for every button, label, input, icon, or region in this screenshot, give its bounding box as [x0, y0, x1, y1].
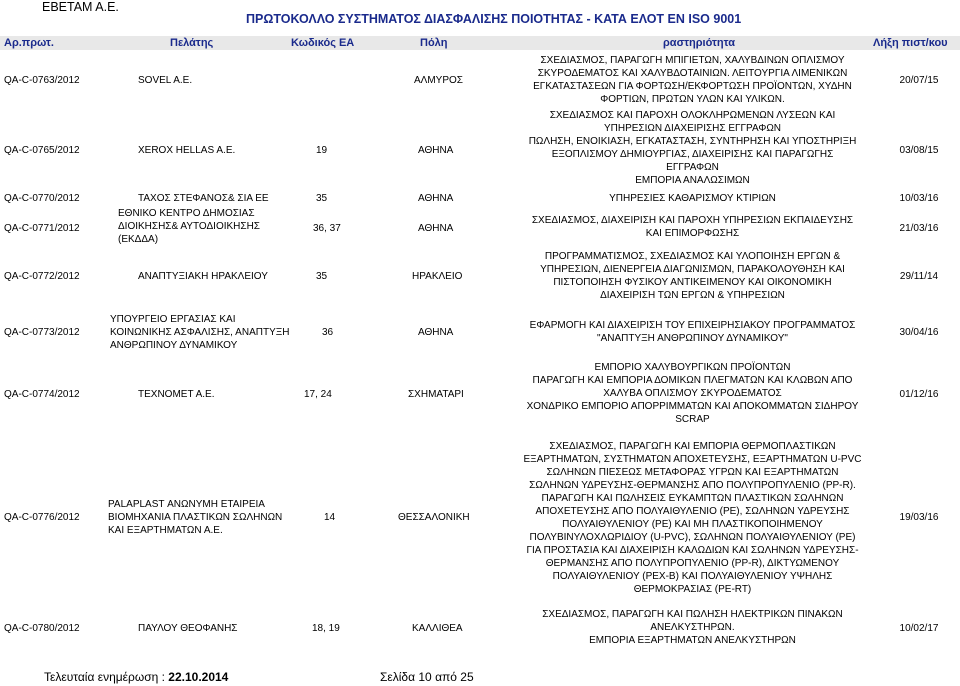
row-number: QA-C-0772/2012	[4, 271, 80, 282]
row-city: ΚΑΛΛΙΘΕΑ	[412, 623, 463, 634]
row-activity: ΣΧΕΔΙΑΣΜΟΣ ΚΑΙ ΠΑΡΟΧΗ ΟΛΟΚΛΗΡΩΜΕΝΩΝ ΛΥΣΕΩΝ ΚΑΙ ΥΠΗΡΕΣΙΩΝ ΔΙΑΧΕΙΡΙΣΗΣ ΕΓΓΡΑΦΩΝ ΠΩΛΗΣΗ, ΕΝΟΙΚΙΑΣΗ, ΕΓΚΑΤΑΣΤΑΣΗ, ΣΥΝΤΗΡΗΣΗ ΚΑΙ ΥΠΟΣΤΗΡΙΞΗ ΕΞΟΠΛΙΣΜΟΥ ΔΗΜΙΟΥΡΓΙΑΣ, ΔΙΑΧΕΙΡΙΣΗΣ ΚΑΙ ΠΑΡΑΓΩΓΗΣ ΕΓΓΡΑΦΩΝ ΕΜΠΟΡΙΑ ΑΝΑΛΩΣΙΜΩΝ	[528, 110, 857, 186]
row-activity: ΣΧΕΔΙΑΣΜΟΣ, ΔΙΑΧΕΙΡΙΣΗ ΚΑΙ ΠΑΡΟΧΗ ΥΠΗΡΕΣΙΩΝ ΕΚΠΑΙΔΕΥΣΗΣ ΚΑΙ ΕΠΙΜΟΡΦΩΣΗΣ	[531, 215, 854, 239]
row-activity: ΥΠΗΡΕΣΙΕΣ ΚΑΘΑΡΙΣΜΟΥ ΚΤΙΡΙΩΝ	[609, 193, 776, 204]
row-city: ΗΡΑΚΛΕΙΟ	[412, 271, 463, 282]
row-number: QA-C-0765/2012	[4, 145, 80, 156]
row-city: ΑΘΗΝΑ	[418, 223, 454, 234]
row-ea-code: 36, 37	[313, 223, 341, 234]
table-header-bar	[0, 36, 960, 50]
row-ea-code: 35	[316, 271, 328, 282]
row-client: ΤΕΧΝΟΜΕΤ Α.Ε.	[138, 389, 215, 400]
row-number: QA-C-0770/2012	[4, 193, 80, 204]
row-ea-code: 18, 19	[312, 623, 340, 634]
row-number: QA-C-0763/2012	[4, 75, 80, 86]
page-number: Σελίδα 10 από 25	[380, 670, 474, 684]
last-update-date: 22.10.2014	[168, 670, 229, 684]
row-ea-code: 19	[316, 145, 328, 156]
col-header-number: Αρ.πρωτ.	[4, 37, 54, 49]
row-expiry: 10/03/16	[899, 193, 939, 204]
row-city: ΑΛΜΥΡΟΣ	[414, 75, 463, 86]
row-activity: ΣΧΕΔΙΑΣΜΟΣ, ΠΑΡΑΓΩΓΗ ΚΑΙ ΕΜΠΟΡΙΑ ΘΕΡΜΟΠΛΑΣΤΙΚΩΝ ΕΞΑΡΤΗΜΑΤΩΝ, ΣΥΣΤΗΜΑΤΩΝ ΑΠΟΧΕΤΕΥΣΗΣ, ΕΞΑΡΤΗΜΑΤΩΝ U-PVC ΣΩΛΗΝΩΝ ΠΙΕΣΕΩΣ ΜΕΤΑΦΟΡΑΣ ΥΓΡΩΝ ΚΑΙ ΕΞΑΡΤΗΜΑΤΩΝ ΣΩΛΗΝΩΝ ΥΔΡΕΥΣΗΣ-ΘΕΡΜΑΝΣΗΣ ΑΠΟ ΠΟΛΥΠΡΟΠΥΛΕΝΙΟ (PP-R). ΠΑΡΑΓΩΓΗ ΚΑΙ ΠΩΛΗΣΕΙΣ ΕΥΚΑΜΠΤΩΝ ΠΛΑΣΤΙΚΩΝ ΣΩΛΗΝΩΝ ΑΠΟΧΕΤΕΥΣΗΣ ΑΠΟ ΠΟΛΥΑΙΘΥΛΕΝΙΟ (PE), ΣΩΛΗΝΩΝ ΥΔΡΕΥΣΗΣ ΠΟΛΥΑΙΘΥΛΕΝΙΟΥ (PE) ΚΑΙ ΜΗ ΠΛΑΣΤΙΚΟΠΟΙΗΜΕΝΟΥ ΠΟΛΥΒΙΝΥΛΟΧΛΩΡΙΔΙΟΥ (U-PVC), ΣΩΛΗΝΩΝ ΠΟΛΥΑΙΘΥΛΕΝΙΟΥ (PE) ΓΙΑ ΠΡΟΣΤΑΣΙΑ ΚΑΙ ΔΙΑΧΕΙΡΙΣΗ ΚΑΛΩΔΙΩΝ ΚΑΙ ΣΩΛΗΝΩΝ ΥΔΡΕΥΣΗΣ- ΘΕΡΜΑΝΣΗΣ ΑΠΟ ΠΟΛΥΠΡΟΠΥΛΕΝΙΟ (PP-R), ΔΙΚΤΥΩΜΕΝΟΥ ΠΟΛΥΑΙΘΥΛΕΝΙΟΥ (PEX-B) ΚΑΙ ΠΟΛΥΑΙΘΥΛΕΝΙΟΥ ΥΨΗΛΗΣ ΘΕΡΜΟΚΡΑΣΙΑΣ (PE-RT)	[523, 441, 862, 595]
company-name: EBETAM A.E.	[42, 0, 119, 14]
row-number: QA-C-0773/2012	[4, 327, 80, 338]
row-activity: ΣΧΕΔΙΑΣΜΟΣ, ΠΑΡΑΓΩΓΗ ΜΠΙΓΙΕΤΩΝ, ΧΑΛΥΒΔΙΝΩΝ ΟΠΛΙΣΜΟΥ ΣΚΥΡΟΔΕΜΑΤΟΣ ΚΑΙ ΧΑΛΥΒΔΟΤΑΙΝΙΩΝ. ΛΕΙΤΟΥΡΓΙΑ ΛΙΜΕΝΙΚΩΝ ΕΓΚΑΤΑΣΤΑΣΕΩΝ ΓΙΑ ΦΟΡΤΩΣΗ/ΕΚΦΟΡΤΩΣΗ ΠΡΟΪΟΝΤΩΝ, ΧΥΔΗΝ ΦΟΡΤΙΩΝ, ΠΡΩΤΩΝ ΥΛΩΝ ΚΑΙ ΥΛΙΚΩΝ.	[533, 55, 852, 105]
row-expiry: 20/07/15	[899, 75, 939, 86]
row-activity: ΕΜΠΟΡΙΟ ΧΑΛΥΒΟΥΡΓΙΚΩΝ ΠΡΟΪΟΝΤΩΝ ΠΑΡΑΓΩΓΗ ΚΑΙ ΕΜΠΟΡΙΑ ΔΟΜΙΚΩΝ ΠΛΕΓΜΑΤΩΝ ΚΑΙ ΚΛΩΒΩΝ ΑΠΟ ΧΑΛΥΒΑ ΟΠΛΙΣΜΟΥ ΣΚΥΡΟΔΕΜΑΤΟΣ ΧΟΝΔΡΙΚΟ ΕΜΠΟΡΙΟ ΑΠΟΡΡΙΜΜΑΤΩΝ ΚΑΙ ΑΠΟΚΟΜΜΑΤΩΝ ΣΙΔΗΡΟΥ SCRAP	[526, 362, 859, 425]
col-header-city: Πόλη	[420, 37, 448, 49]
row-city: ΘΕΣΣΑΛΟΝΙΚΗ	[398, 512, 470, 523]
last-update	[44, 670, 228, 684]
row-expiry: 19/03/16	[899, 512, 939, 523]
row-activity: ΕΦΑΡΜΟΓΗ ΚΑΙ ΔΙΑΧΕΙΡΙΣΗ ΤΟΥ ΕΠΙΧΕΙΡΗΣΙΑΚΟΥ ΠΡΟΓΡΑΜΜΑΤΟΣ "ΑΝΑΠΤΥΞΗ ΑΝΘΡΩΠΙΝΟΥ ΔΥΝΑΜΙΚΟΥ"	[529, 320, 856, 344]
row-number: QA-C-0780/2012	[4, 623, 80, 634]
row-expiry: 21/03/16	[899, 223, 939, 234]
row-city: ΑΘΗΝΑ	[418, 193, 454, 204]
row-expiry: 30/04/16	[899, 327, 939, 338]
row-ea-code: 36	[322, 327, 334, 338]
col-header-activity: ραστηριότητα	[663, 37, 735, 49]
row-ea-code: 35	[316, 193, 328, 204]
row-number: QA-C-0771/2012	[4, 223, 80, 234]
row-client: PALAPLAST ΑΝΩΝΥΜΗ ΕΤΑΙΡΕΙΑ ΒΙΟΜΗΧΑΝΙΑ ΠΛΑΣΤΙΚΩΝ ΣΩΛΗΝΩΝ ΚΑΙ ΕΞΑΡΤΗΜΑΤΩΝ Α.Ε.	[108, 499, 283, 536]
row-city: ΑΘΗΝΑ	[418, 327, 454, 338]
row-client: ΕΘΝΙΚΟ ΚΕΝΤΡΟ ΔΗΜΟΣΙΑΣ ΔΙΟΙΚΗΣΗΣ& ΑΥΤΟΔΙΟΙΚΗΣΗΣ (ΕΚΔΔΑ)	[118, 208, 260, 245]
row-expiry: 29/11/14	[899, 271, 939, 282]
row-city: ΣΧΗΜΑΤΑΡΙ	[408, 389, 464, 400]
last-update-label: Τελευταία ενημέρωση :	[44, 670, 165, 684]
row-client: ΤΑΧΟΣ ΣΤΕΦΑΝΟΣ& ΣΙΑ ΕΕ	[138, 193, 269, 204]
col-header-expiry: Λήξη πιστ/κου	[873, 37, 948, 49]
row-expiry: 03/08/15	[899, 145, 939, 156]
row-client: XEROX HELLAS A.E.	[138, 145, 236, 156]
row-client: ΑΝΑΠΤΥΞΙΑΚΗ ΗΡΑΚΛΕΙΟΥ	[138, 271, 268, 282]
row-ea-code: 14	[324, 512, 336, 523]
row-client: ΥΠΟΥΡΓΕΙΟ ΕΡΓΑΣΙΑΣ ΚΑΙ ΚΟΙΝΩΝΙΚΗΣ ΑΣΦΑΛΙΣΗΣ, ΑΝΑΠΤΥΞΗ ΑΝΘΡΩΠΙΝΟΥ ΔΥΝΑΜΙΚΟΥ	[110, 314, 290, 351]
row-activity: ΣΧΕΔΙΑΣΜΟΣ, ΠΑΡΑΓΩΓΗ ΚΑΙ ΠΩΛΗΣΗ ΗΛΕΚΤΡΙΚΩΝ ΠΙΝΑΚΩΝ ΑΝΕΛΚΥΣΤΗΡΩΝ. ΕΜΠΟΡΙΑ ΕΞΑΡΤΗΜΑΤΩΝ ΑΝΕΛΚΥΣΤΗΡΩΝ	[542, 609, 843, 646]
row-client: ΠΑΥΛΟΥ ΘΕΟΦΑΝΗΣ	[138, 623, 238, 634]
row-client: SOVEL A.E.	[138, 75, 193, 86]
row-ea-code: 17, 24	[304, 389, 332, 400]
row-activity: ΠΡΟΓΡΑΜΜΑΤΙΣΜΟΣ, ΣΧΕΔΙΑΣΜΟΣ ΚΑΙ ΥΛΟΠΟΙΗΣΗ ΕΡΓΩΝ & ΥΠΗΡΕΣΙΩΝ, ΔΙΕΝΕΡΓΕΙΑ ΔΙΑΓΩΝΙΣΜΩΝ, ΠΑΡΑΚΟΛΟΥΘΗΣΗ ΚΑΙ ΠΙΣΤΟΠΟΙΗΣΗ ΦΥΣΙΚΟΥ ΑΝΤΙΚΕΙΜΕΝΟΥ ΚΑΙ ΟΙΚΟΝΟΜΙΚΗ ΔΙΑΧΕΙΡΙΣΗ ΤΩΝ ΕΡΓΩΝ & ΥΠΗΡΕΣΙΩΝ	[540, 251, 845, 301]
row-expiry: 01/12/16	[899, 389, 939, 400]
row-city: ΑΘΗΝΑ	[418, 145, 454, 156]
row-expiry: 10/02/17	[899, 623, 939, 634]
col-header-client: Πελάτης	[170, 37, 214, 49]
col-header-ea-code: Κωδικός ΕΑ	[291, 37, 355, 49]
row-number: QA-C-0774/2012	[4, 389, 80, 400]
document-title: ΠΡΩΤΟΚΟΛΛΟ ΣΥΣΤΗΜΑΤΟΣ ΔΙΑΣΦΑΛΙΣΗΣ ΠΟΙΟΤΗΤΑΣ - ΚΑΤΑ ΕΛΟΤ ΕΝ ISO 9001	[246, 12, 742, 26]
row-number: QA-C-0776/2012	[4, 512, 80, 523]
